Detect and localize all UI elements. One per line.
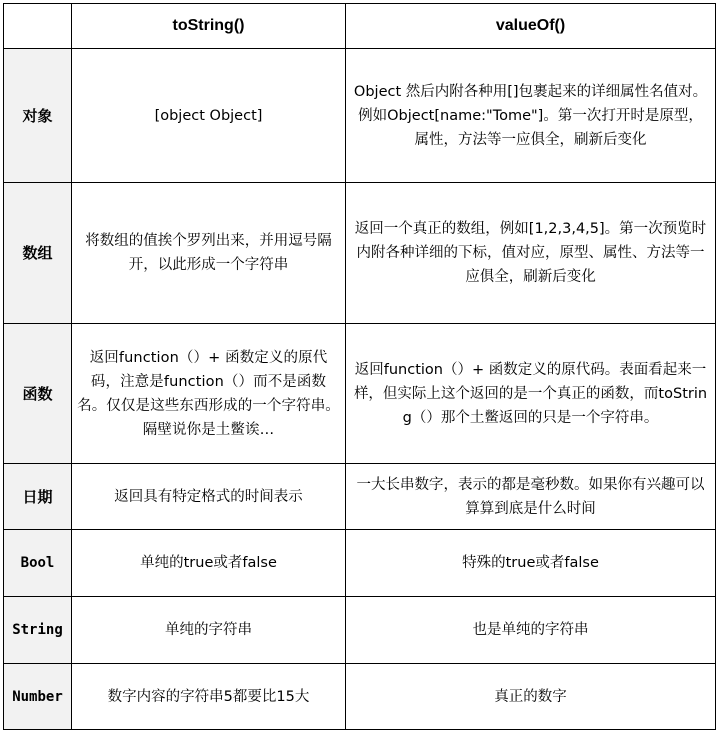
header-corner-cell [4, 4, 72, 49]
header-valueof: valueOf() [346, 4, 716, 49]
cell-function-tostring: 返回function（）+ 函数定义的原代码，注意是function（）而不是函数名。仅仅是这些东西形成的一个字符串。隔壁说你是土鳖诶… [72, 324, 346, 464]
row-label-array: 数组 [4, 183, 72, 324]
row-label-string: String [4, 597, 72, 664]
row-label-object: 对象 [4, 49, 72, 183]
cell-bool-tostring: 单纯的true或者false [72, 530, 346, 597]
cell-object-valueof: Object 然后内附各种用[]包裹起来的详细属性名值对。例如Object[name:"Tome"]。第一次打开时是原型，属性，方法等一应俱全，刷新后变化 [346, 49, 716, 183]
table-row-function [4, 324, 716, 464]
cell-array-tostring: 将数组的值挨个罗列出来，并用逗号隔开，以此形成一个字符串 [72, 183, 346, 324]
tostring-valueof-comparison-table [3, 3, 716, 730]
cell-object-tostring: [object Object] [72, 49, 346, 183]
table-row-bool [4, 530, 716, 597]
cell-array-valueof: 返回一个真正的数组，例如[1,2,3,4,5]。第一次预览时内附各种详细的下标，值对应，原型、属性、方法等一应俱全，刷新后变化 [346, 183, 716, 324]
cell-number-valueof: 真正的数字 [346, 664, 716, 730]
cell-function-valueof: 返回function（）+ 函数定义的原代码。表面看起来一样，但实际上这个返回的是一个真正的函数，而toString（）那个土鳖返回的只是一个字符串。 [346, 324, 716, 464]
table-header-row [4, 4, 716, 49]
row-label-bool: Bool [4, 530, 72, 597]
cell-date-tostring: 返回具有特定格式的时间表示 [72, 464, 346, 530]
cell-date-valueof: 一大长串数字，表示的都是毫秒数。如果你有兴趣可以算算到底是什么时间 [346, 464, 716, 530]
cell-string-tostring: 单纯的字符串 [72, 597, 346, 664]
table-row-date [4, 464, 716, 530]
row-label-function: 函数 [4, 324, 72, 464]
row-label-date: 日期 [4, 464, 72, 530]
cell-string-valueof: 也是单纯的字符串 [346, 597, 716, 664]
table-row-string [4, 597, 716, 664]
cell-bool-valueof: 特殊的true或者false [346, 530, 716, 597]
table-row-object [4, 49, 716, 183]
table-row-number [4, 664, 716, 730]
table-row-array [4, 183, 716, 324]
row-label-number: Number [4, 664, 72, 730]
header-tostring: toString() [72, 4, 346, 49]
cell-number-tostring: 数字内容的字符串5都要比15大 [72, 664, 346, 730]
